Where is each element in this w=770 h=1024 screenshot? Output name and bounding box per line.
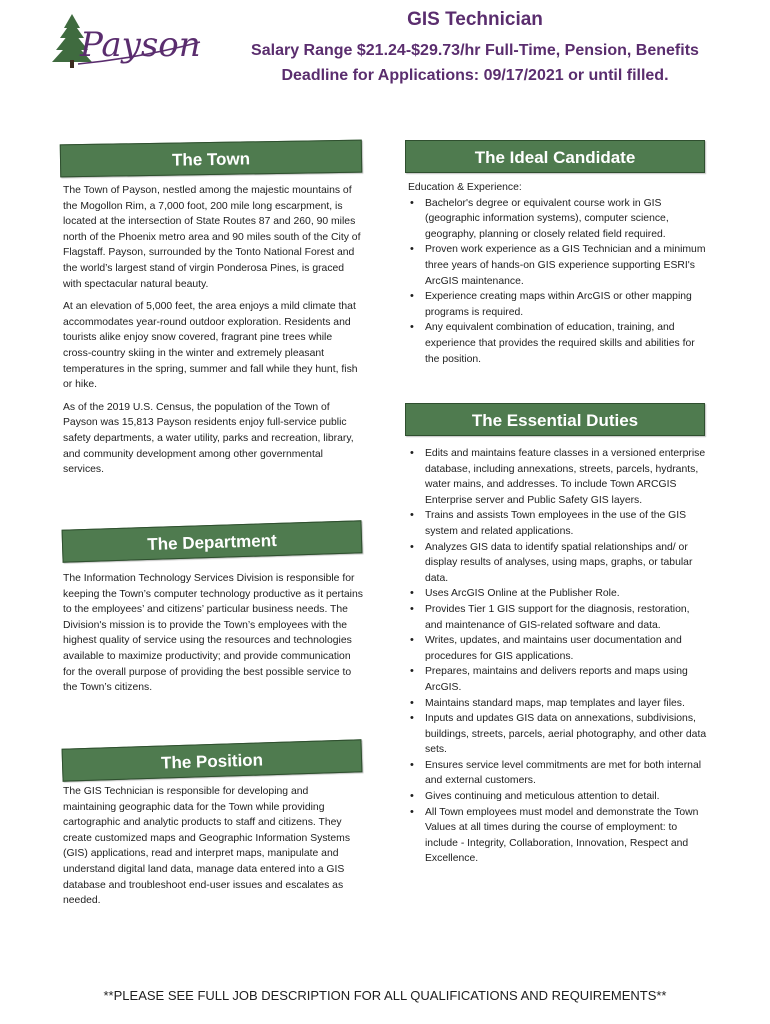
application-deadline: Deadline for Applications: 09/17/2021 or until filled.	[281, 67, 669, 84]
footer-note: **PLEASE SEE FULL JOB DESCRIPTION FOR ALL QUALIFICATIONS AND REQUIREMENTS**	[103, 988, 667, 1003]
duty-item: • All Town employees must model and demonstrate the Town Values at all times during the course of employment: to include - Integrity, Collaboration, Innovation, Respect and Excellence.	[408, 805, 708, 867]
logo-text: Payson	[80, 25, 201, 65]
position-heading: The Position	[62, 739, 363, 781]
candidate-heading: The Ideal Candidate	[405, 140, 705, 173]
duty-item: • Ensures service level commitments are met for both internal and external customers.	[408, 758, 708, 789]
town-paragraph-1: The Town of Payson, nestled among the majestic mountains of the Mogollon Rim, a 7,000 foot, 200 mile long escarpment, is located at the intersection of State Routes 87 and 260, 90 miles north of the Phoenix metro area and 90 miles south of the City of Flagstaff. Payson, surrounded by the Tonto National Forest and the world’s largest stand of virgin Ponderosa Pines, is graced with spectacular natural beauty.	[63, 185, 361, 290]
candidate-list	[408, 196, 708, 368]
candidate-intro: Education & Experience:	[408, 182, 522, 193]
duty-item: • Maintains standard maps, map templates and layer files.	[408, 696, 708, 712]
position-text: The GIS Technician is responsible for developing and maintaining geographic data for the Town while providing cartographic and analytic products to staff and citizens. They create customized maps and Geographic Information Systems (GIS) applications, read and interpret maps, manipulate and understand digital land data, manage data entered into a GIS database and troubleshoot end-user issues and escalates as needed.	[63, 786, 351, 907]
candidate-item: • Proven work experience as a GIS Technician and a minimum three years of hands-on GIS experience supporting ESRI's ArcGIS maintenance.	[408, 242, 708, 289]
candidate-item: • Bachelor's degree or equivalent course work in GIS (geographic information systems), computer science, geography, planning or closely related field required.	[408, 196, 708, 243]
duty-item: • Analyzes GIS data to identify spatial relationships and/ or display results of analyses, using maps, graphs, or tabular data.	[408, 540, 708, 587]
payson-logo	[50, 12, 210, 70]
duty-item: • Trains and assists Town employees in the use of the GIS system and related applications.	[408, 508, 708, 539]
department-text: The Information Technology Services Division is responsible for keeping the Town’s computer technology productive as it pertains to the employees’ and citizens’ particular business needs. The Division's mission is to provide the Town’s employees with the highest quality of service using the resources and technologies available to maximize productivity; and provide communication for the overall purpose of providing the best possible service to the Town’s citizens.	[63, 573, 363, 694]
town-section	[63, 183, 363, 485]
duties-list	[408, 446, 708, 867]
duty-item: • Writes, updates, and maintains user documentation and procedures for GIS applications.	[408, 633, 708, 664]
duty-item: • Prepares, maintains and delivers reports and maps using ArcGIS.	[408, 664, 708, 695]
town-paragraph-2: At an elevation of 5,000 feet, the area enjoys a mild climate that accommodates year-round outdoor exploration. Residents and tourists alike enjoy snow covered, fragrant pine trees while cross-country skiing in the winter and extremely pleasant temperatures in the spring, summer and fall while they hunt, fish or hike.	[63, 301, 358, 391]
salary-range: Salary Range $21.24-$29.73/hr Full-Time, Pension, Benefits	[251, 42, 699, 59]
duty-item: • Gives continuing and meticulous attention to detail.	[408, 789, 708, 805]
candidate-section	[408, 180, 708, 367]
duty-item: • Inputs and updates GIS data on annexations, subdivisions, buildings, streets, parcels, aerial photography, and other data sets.	[408, 711, 708, 758]
candidate-item: • Any equivalent combination of education, training, and experience that provides the required skills and abilities for the position.	[408, 320, 708, 367]
job-title: GIS Technician	[407, 9, 543, 30]
duty-item: • Provides Tier 1 GIS support for the diagnosis, restoration, and maintenance of GIS-related software and data.	[408, 602, 708, 633]
department-heading: The Department	[62, 520, 363, 562]
duty-item: • Uses ArcGIS Online at the Publisher Role.	[408, 586, 708, 602]
duties-section	[408, 446, 708, 867]
duty-item: • Edits and maintains feature classes in a versioned enterprise database, including annexations, streets, parcels, hydrants, water mains, and addresses. To include Town ARCGIS Enterprise server and Public Safety GIS layers.	[408, 446, 708, 508]
town-paragraph-3: As of the 2019 U.S. Census, the population of the Town of Payson was 15,813 Payson residents enjoy full-service public safety departments, a water utility, parks and recreation, library, and community development among other governmental services.	[63, 401, 354, 476]
candidate-item: • Experience creating maps within ArcGIS or other mapping programs is required.	[408, 289, 708, 320]
duties-heading: The Essential Duties	[405, 403, 705, 436]
town-heading: The Town	[60, 140, 362, 178]
